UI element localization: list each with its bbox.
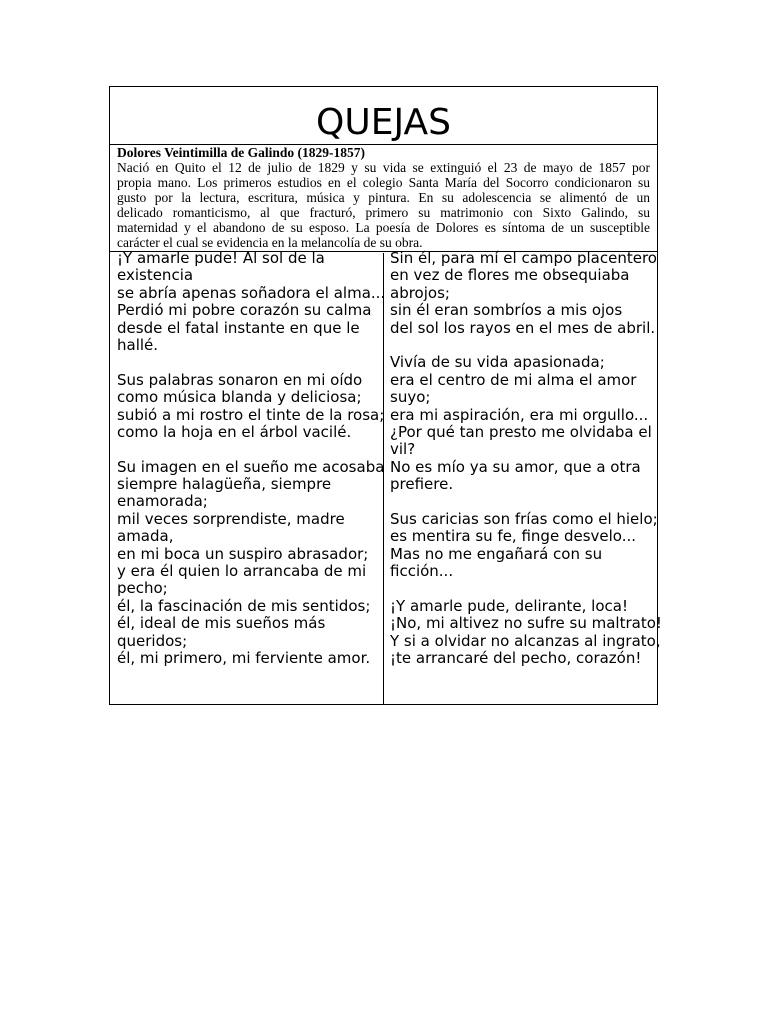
biography-line: gusto por la lectura, escritura, música y pintura. En su adolescencia se alimentó de un	[117, 190, 650, 205]
poem-verse: era mi aspiración, era mi orgullo...	[390, 405, 649, 424]
poem-verse: subió a mi rostro el tinte de la rosa;	[117, 405, 385, 424]
poem-verse: prefiere.	[390, 475, 454, 494]
stanza-gap	[117, 354, 385, 371]
right-stanza-list	[390, 250, 662, 667]
poem-verse: ¡No, mi altivez no sufre su maltrato!	[390, 614, 662, 633]
biography-line: propia mano. Los primeros estudios en el colegio Santa María del Socorro condicionaron su	[117, 175, 650, 190]
biography-line: maternidad y el abandono de su esposo. La poesía de Dolores es síntoma de un susceptible	[117, 220, 650, 235]
poem-verse: sin él eran sombríos a mis ojos	[390, 301, 623, 320]
page-title: QUEJAS	[316, 102, 451, 143]
poem-verse: se abría apenas soñadora el alma...	[117, 283, 386, 302]
title-cell	[110, 87, 657, 145]
poem-verse: Y si a olvidar no alcanzas al ingrato,	[390, 631, 661, 650]
poem-verse: ¡Y amarle pude, delirante, loca!	[390, 596, 628, 615]
poem-table	[109, 86, 662, 705]
poem-verse: desde el fatal instante en que le	[117, 318, 360, 337]
biography-text	[117, 160, 650, 250]
poem-verse: existencia	[117, 266, 194, 285]
poem-verse: él, mi primero, mi ferviente amor.	[117, 648, 371, 667]
poem-verse: en vez de flores me obsequiaba	[390, 266, 630, 285]
poem-verse: ¡Y amarle pude! Al sol de la	[117, 249, 325, 267]
poem-left-column	[110, 249, 386, 705]
poem-verse: mil veces sorprendiste, madre	[117, 509, 345, 528]
poem-verse: Sus caricias son frías como el hielo;	[390, 509, 658, 528]
poem-verse: abrojos;	[390, 283, 450, 302]
stanza-gap	[390, 337, 662, 354]
left-stanza-list	[117, 250, 385, 667]
poem-verse: era el centro de mi alma el amor	[390, 370, 637, 389]
poem-verse: hallé.	[117, 335, 159, 354]
poem-verse: suyo;	[390, 388, 431, 407]
poem-verse: como música blanda y deliciosa;	[117, 388, 362, 407]
poem-verse: pecho;	[117, 579, 168, 598]
poem-verse: Vivía de su vida apasionada;	[390, 353, 605, 372]
poem-verse: del sol los rayos en el mes de abril.	[390, 318, 656, 337]
poem-verse: Su imagen en el sueño me acosaba	[117, 457, 385, 476]
author-heading: Dolores Veintimilla de Galindo (1829-1857)	[117, 145, 366, 160]
poem-verse: Perdió mi pobre corazón su calma	[117, 301, 372, 320]
poem-verse: él, ideal de mis sueños más	[117, 614, 326, 633]
poem-verse: él, la fascinación de mis sentidos;	[117, 596, 371, 615]
biography-line: Nació en Quito el 12 de julio de 1829 y su vida se extinguió el 23 de mayo de 1857 por	[117, 160, 650, 175]
poem-verse: ¿Por qué tan presto me olvidaba el	[390, 422, 652, 441]
stanza-gap	[390, 580, 662, 597]
poem-verse: siempre halagüeña, siempre	[117, 475, 332, 494]
poem-verse: enamorada;	[117, 492, 208, 511]
poem-verse: en mi boca un suspiro abrasador;	[117, 544, 369, 563]
poem-verse: queridos;	[117, 631, 188, 650]
poem-right-column	[384, 249, 662, 705]
poem-verse: y era él quien lo arrancaba de mi	[117, 562, 367, 581]
stanza-gap	[117, 441, 385, 458]
poem-verse: como la hoja en el árbol vacilé.	[117, 422, 352, 441]
poem-verse: Sin él, para mí el campo placentero	[390, 249, 657, 267]
poem-verse: No es mío ya su amor, que a otra	[390, 457, 641, 476]
biography-line: delicado romanticismo, al que fracturó, primero su matrimonio con Sixto Galindo, su	[117, 205, 650, 220]
poem-verse: Mas no me engañará con su	[390, 544, 603, 563]
poem-verse: ¡te arrancaré del pecho, corazón!	[390, 648, 642, 667]
poem-verse: es mentira su fe, finge desvelo...	[390, 527, 636, 546]
biography-cell	[110, 145, 657, 252]
poem-verse: ficción...	[390, 562, 454, 581]
poem-verse: amada,	[117, 527, 174, 546]
biography-line: carácter el cual se evidencia en la melancolía de su obra.	[117, 235, 423, 250]
stanza-gap	[390, 493, 662, 510]
poem-verse: vil?	[390, 440, 416, 459]
poem-verse: Sus palabras sonaron en mi oído	[117, 370, 363, 389]
